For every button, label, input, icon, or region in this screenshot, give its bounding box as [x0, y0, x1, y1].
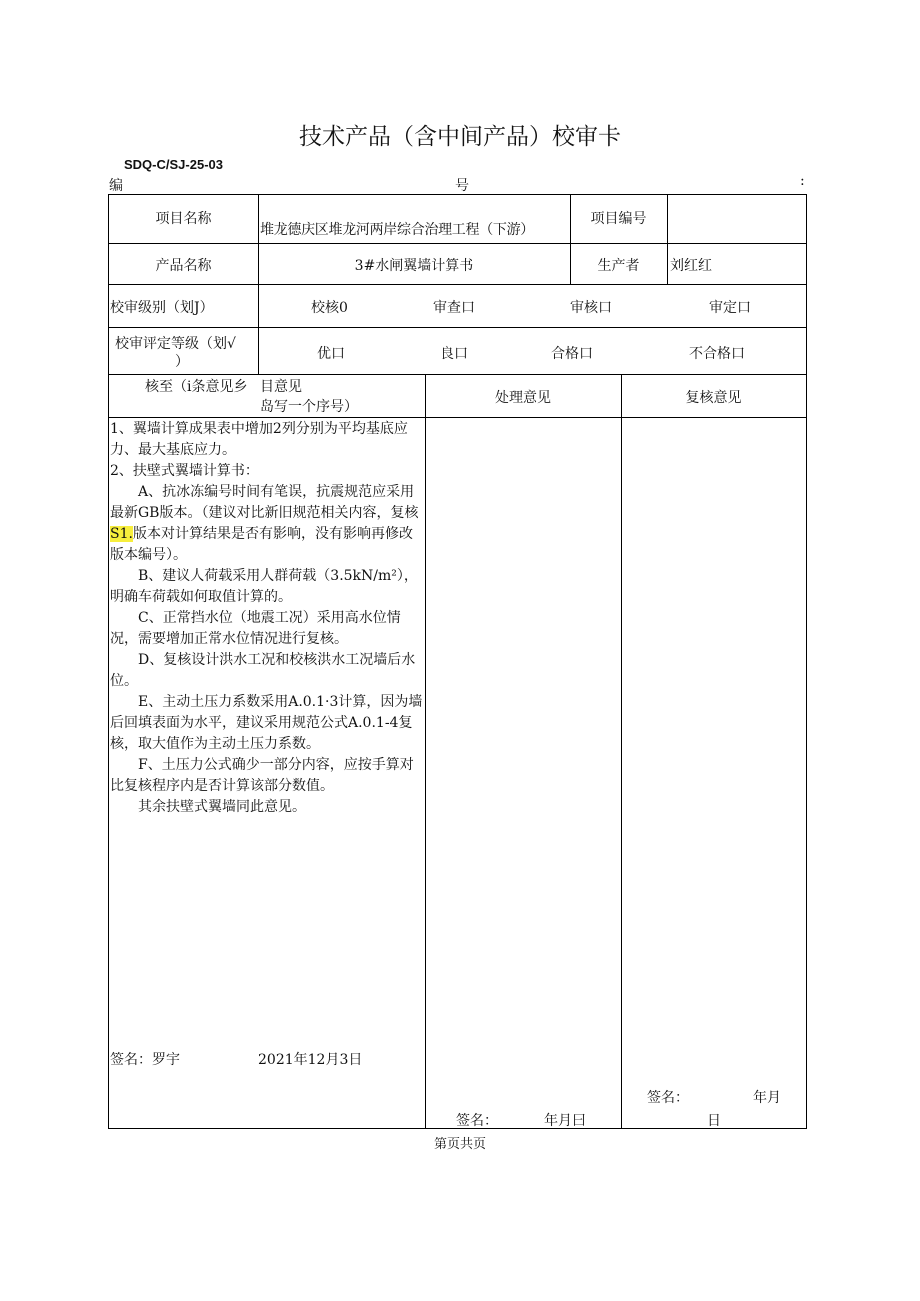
review-comments — [110, 419, 426, 818]
project-name-label: 项目名称 — [155, 211, 212, 227]
comment-a — [110, 482, 426, 566]
comment-f: F、土压力公式确少一部分内容，应按手算对比复核程序内是否计算该部分数值。 — [110, 757, 414, 794]
row-divider — [109, 417, 806, 418]
comments-header-line1b: 目意见 — [260, 379, 302, 395]
comment-g: 其余扶壁式翼墙同此意见。 — [138, 799, 306, 815]
project-code-label: 项目编号 — [590, 211, 647, 227]
row-divider — [109, 243, 806, 244]
review-level-option[interactable]: 审查口 — [433, 300, 475, 316]
row-divider — [109, 327, 806, 328]
handling-header: 处理意见 — [495, 390, 551, 406]
row-divider — [109, 284, 806, 285]
review-level-label: 校审级别（划J） — [110, 300, 214, 316]
comments-header-line2: 岛写一个序号） — [260, 399, 358, 415]
comment-2: 2、扶壁式翼墙计算书： — [110, 463, 259, 479]
review-card-table — [108, 194, 807, 1129]
comments-header-line1a: 核至（i条意见乡 — [145, 379, 248, 395]
reviewer-date: 2021年12月3日 — [258, 1052, 363, 1068]
grade-option[interactable]: 优口 — [317, 346, 345, 362]
page-title: 技术产品（含中间产品）校审卡 — [299, 124, 621, 150]
grade-option[interactable]: 不合格口 — [689, 346, 745, 362]
comment-b: B、建议人荷载采用人群荷载（3.5kN/m²），明确车荷载如何取值计算的。 — [110, 568, 418, 605]
grade-option[interactable]: 良口 — [440, 346, 468, 362]
grade-label-line2: ） — [175, 354, 189, 370]
product-name-label: 产品名称 — [155, 258, 212, 274]
comment-e: E、主动土压力系数采用A.0.1·3计算，因为墙后回填表面为水平，建议采用规范公式A.0.1-4复核，取大值作为主动土压力系数。 — [110, 694, 423, 752]
document-code: SDQ-C/SJ-25-03 — [124, 157, 223, 172]
comment-d: D、复核设计洪水工况和校核洪水工况墙后水位。 — [110, 652, 416, 689]
rechecker-date-day: 日 — [707, 1113, 721, 1129]
page-footer: 第页共页 — [433, 1137, 486, 1152]
review-level-option[interactable]: 审定口 — [709, 300, 751, 316]
number-label-left: 编 — [109, 178, 123, 194]
review-level-option[interactable]: 审核口 — [570, 300, 612, 316]
row-divider — [109, 374, 806, 375]
col-divider — [667, 195, 668, 284]
handler-signature: 签名： — [456, 1113, 498, 1129]
grade-option[interactable]: 合格口 — [551, 346, 593, 362]
number-label-right: 号 — [455, 178, 469, 194]
comment-1: 1、翼墙计算成果表中增加2列分别为平均基底应力、最大基底应力。 — [110, 421, 408, 458]
project-name-value: 堆龙德庆区堆龙河两岸综合治理工程（下游） — [260, 222, 534, 238]
recheck-header: 复核意见 — [685, 390, 742, 406]
comment-a-text: A、抗冰冻编号时间有笔误，抗震规范应采用最新GB版本。（建议对比新旧规范相关内容，复核 — [110, 484, 419, 521]
col-divider — [621, 374, 622, 1128]
highlight-mark: S1. — [110, 526, 133, 542]
producer-value: 刘红红 — [670, 258, 712, 274]
rechecker-signature: 签名： — [647, 1090, 689, 1106]
review-level-option[interactable]: 校核0 — [311, 300, 348, 316]
comment-a-text-tail: 版本对计算结果是否有影响，没有影响再修改版本编号）。 — [110, 526, 413, 563]
comment-c: C、正常挡水位（地震工况）采用高水位情况，需要增加正常水位情况进行复核。 — [110, 610, 401, 647]
reviewer-signature: 签名：罗宇 — [110, 1052, 180, 1068]
grade-label-line1: 校审评定等级（划√ — [115, 336, 236, 352]
rechecker-date: 年月 — [753, 1090, 781, 1106]
number-colon: : — [800, 173, 805, 189]
producer-label: 生产者 — [597, 258, 640, 274]
handler-date: 年月曰 — [544, 1113, 586, 1129]
col-divider — [258, 284, 259, 374]
product-name-value: 3#水闸翼墙计算书 — [354, 258, 474, 274]
